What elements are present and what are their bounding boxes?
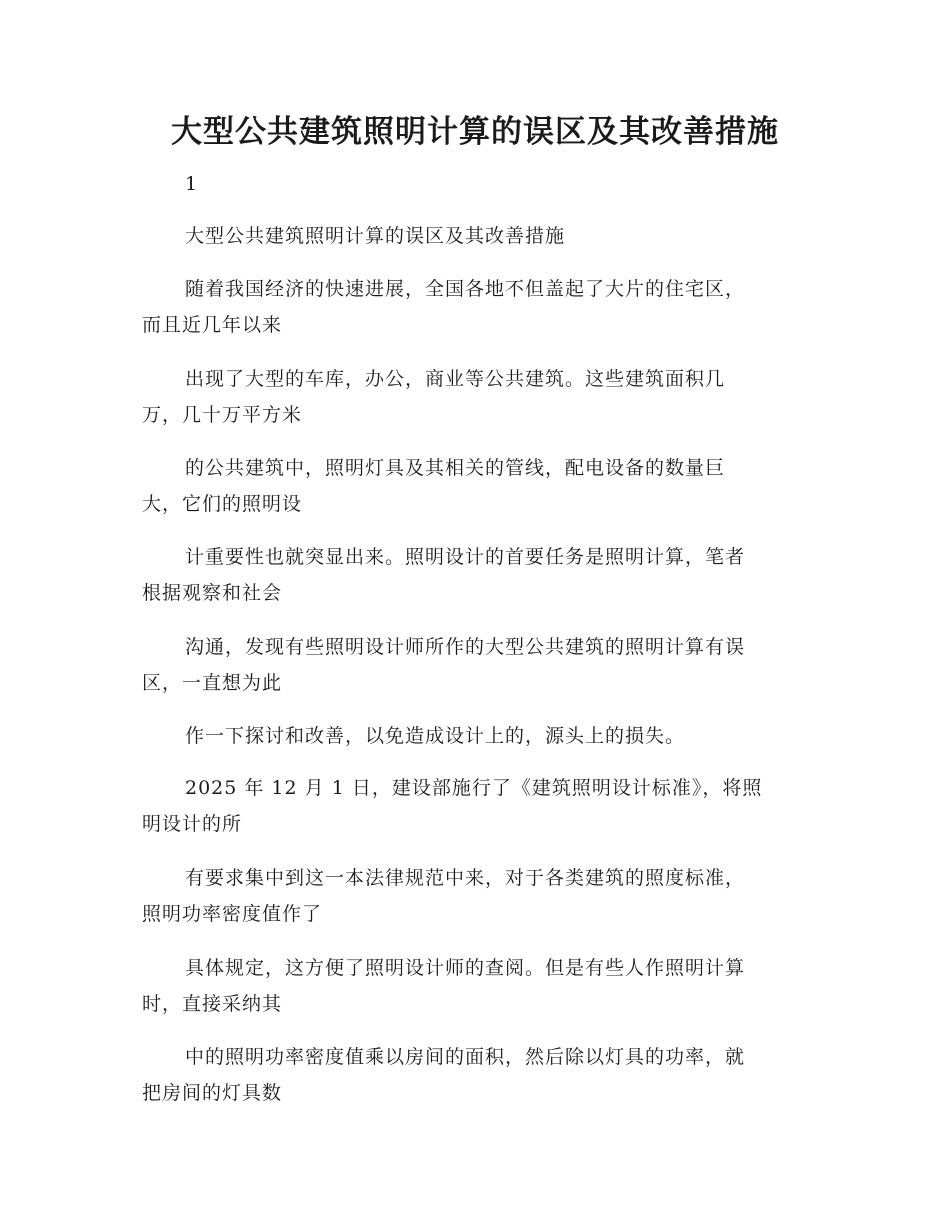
paragraph-line: 时，直接采纳其 bbox=[142, 993, 283, 1015]
paragraph bbox=[142, 271, 802, 343]
paragraph-line: 大型公共建筑照明计算的误区及其改善措施 bbox=[185, 225, 566, 247]
paragraph-line: 1 bbox=[185, 173, 199, 195]
paragraph-line: 万，几十万平方米 bbox=[142, 404, 303, 426]
paragraph-line: 随着我国经济的快速进展，全国各地不但盖起了大片的住宅区， bbox=[185, 278, 746, 300]
paragraph bbox=[142, 1039, 802, 1111]
paragraph bbox=[142, 450, 802, 522]
paragraph bbox=[142, 629, 802, 701]
paragraph-line: 而且近几年以来 bbox=[142, 314, 283, 336]
paragraph bbox=[142, 361, 802, 433]
paragraph-line: 明设计的所 bbox=[142, 813, 243, 835]
document-title: 大型公共建筑照明计算的误区及其改善措施 bbox=[171, 114, 779, 150]
paragraph bbox=[142, 860, 802, 932]
paragraph-line: 的公共建筑中，照明灯具及其相关的管线，配电设备的数量巨 bbox=[185, 457, 726, 479]
paragraph-page-number bbox=[142, 166, 802, 202]
paragraph bbox=[142, 539, 802, 611]
paragraph bbox=[142, 950, 802, 1022]
paragraph-line: 照明功率密度值作了 bbox=[142, 903, 323, 925]
paragraph-line: 把房间的灯具数 bbox=[142, 1082, 283, 1104]
paragraph-subtitle bbox=[142, 218, 802, 254]
paragraph-line: 计重要性也就突显出来。照明设计的首要任务是照明计算，笔者 bbox=[185, 546, 746, 568]
paragraph-line: 有要求集中到这一本法律规范中来，对于各类建筑的照度标准， bbox=[185, 867, 746, 889]
paragraph bbox=[142, 770, 802, 842]
paragraph bbox=[142, 718, 802, 754]
paragraph-line: 中的照明功率密度值乘以房间的面积，然后除以灯具的功率，就 bbox=[185, 1046, 746, 1068]
paragraph-line: 2025 年 12 月 1 日，建设部施行了《建筑照明设计标准》，将照 bbox=[185, 777, 763, 799]
paragraph-line: 出现了大型的车库，办公，商业等公共建筑。这些建筑面积几 bbox=[185, 368, 726, 390]
paragraph-line: 作一下探讨和改善，以免造成设计上的，源头上的损失。 bbox=[185, 725, 686, 747]
paragraph-line: 根据观察和社会 bbox=[142, 582, 283, 604]
paragraph-line: 沟通，发现有些照明设计师所作的大型公共建筑的照明计算有误 bbox=[185, 636, 746, 658]
paragraph-line: 大，它们的照明设 bbox=[142, 493, 303, 515]
paragraph-line: 区，一直想为此 bbox=[142, 672, 283, 694]
paragraph-line: 具体规定，这方便了照明设计师的查阅。但是有些人作照明计算 bbox=[185, 957, 746, 979]
